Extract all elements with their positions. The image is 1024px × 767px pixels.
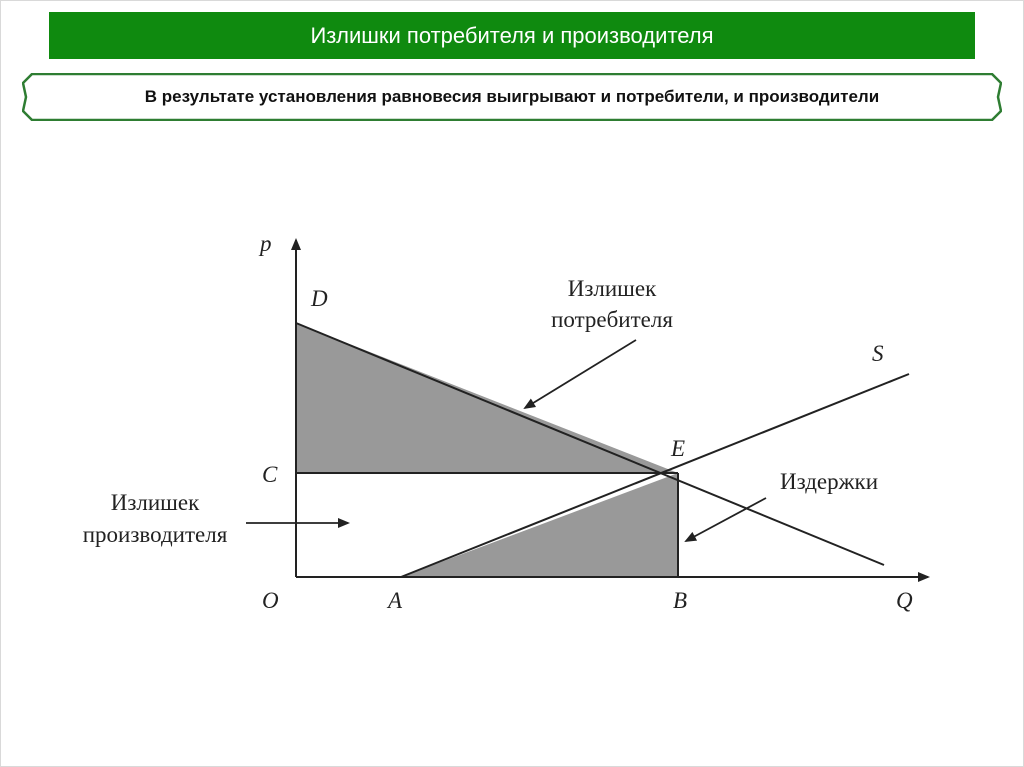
point-e-label: E (671, 436, 686, 461)
x-axis-label: Q (896, 588, 913, 613)
subtitle-text: В результате установления равновесия выигрывают и потребители, и производители (144, 87, 880, 106)
consumer-surplus-label-line1: Излишек (567, 276, 657, 301)
point-c-label: C (262, 462, 278, 487)
producer-surplus-label-line1: Излишек (110, 490, 200, 515)
costs-arrow (686, 498, 766, 541)
producer-surplus-label-line2: производителя (82, 522, 228, 547)
costs-label: Издержки (779, 469, 879, 494)
consumer-surplus-label-line2: потребителя (551, 307, 673, 332)
consumer-surplus-area (296, 323, 678, 473)
slide-title: Излишки потребителя и производителя (310, 22, 714, 48)
y-axis-label: p (260, 231, 272, 256)
origin-label: O (262, 588, 279, 613)
point-d-label: D (311, 286, 328, 311)
point-a-label: A (388, 588, 403, 613)
consumer-surplus-arrow (525, 340, 636, 408)
point-b-label: B (673, 588, 688, 613)
point-s-label: S (872, 341, 884, 366)
